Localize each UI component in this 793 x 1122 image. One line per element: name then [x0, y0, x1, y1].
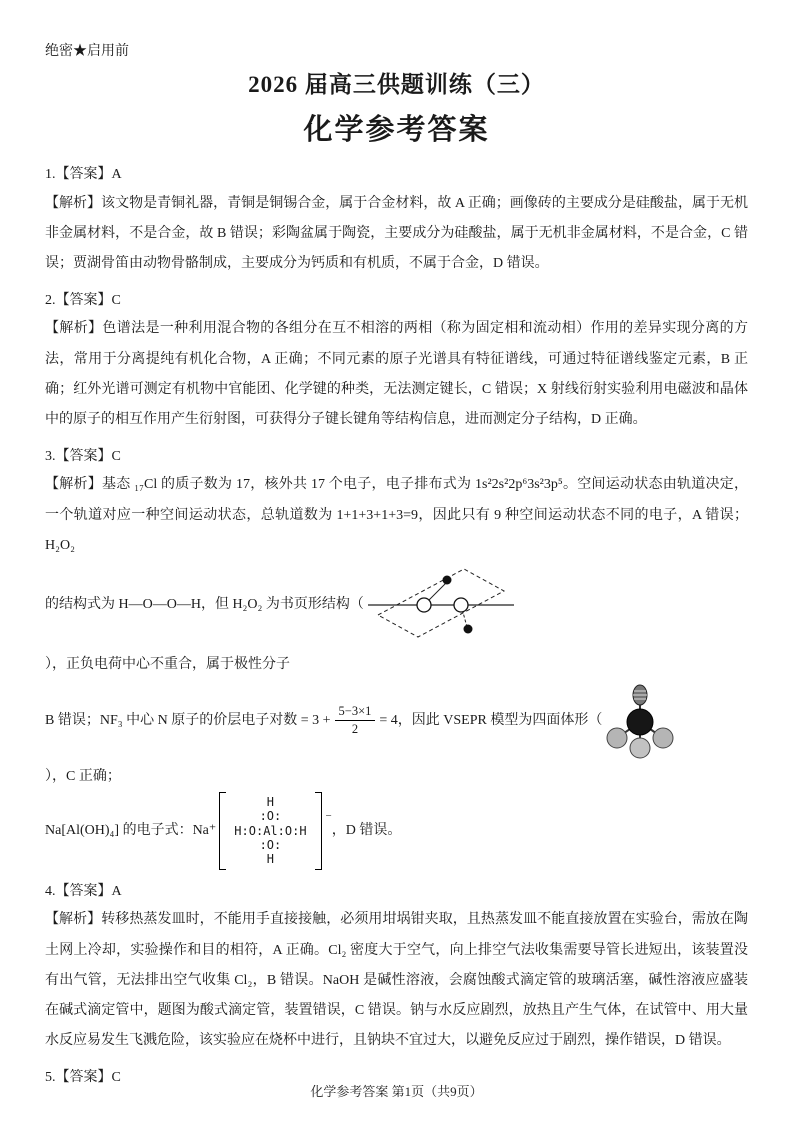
electron-pair-fraction	[335, 703, 376, 738]
lewis-row: H	[266, 794, 275, 809]
lewis-line-post: ，D 错误。	[331, 822, 402, 838]
analysis-text-2: 【解析】色谱法是一种利用混合物的各组分在互不相溶的两相（称为固定相和流动相）作用的差异实现分离的方法，常用于分离提纯有机化合物，A 正确；不同元素的原子光谱具有特征谱线，可通过特征谱线鉴定元素，B 正确；红外光谱可测定有机物中官能团、化学键的种类，无法测定键长，C 错误；X 射线衍射实验利用电磁波和晶体中的原子的相互作用产生衍射图，可获得分子键长键角等结构信息，进而测定分子结构，D 正确。	[45, 321, 748, 427]
h2o2-book-structure-diagram	[366, 563, 516, 648]
lewis-structure	[219, 792, 321, 870]
question-2	[45, 288, 748, 435]
analysis-text-4: 【解析】转移热蒸发皿时，不能用手直接接触，必须用坩埚钳夹取，且热蒸发皿不能直接放置在实验台，需放在陶土网上冷却，实验操作和目的相符，A 正确。Cl₂ 密度大于空气，向上排空气法收集需要导管长进短出，该装置没有出气管，无法排出空气收集 Cl₂，B 错误。NaOH 是碱性溶液，会腐蚀酸式滴定管的玻璃活塞，碱性溶液应盛装在碱式滴定管中，题图为酸式滴定管，装置错误，C 错误。钠与水反应剧烈，放热且产生气体，在试管中、用大量水反应易发生飞溅危险，该实验应在烧杯中进行，且钠块不宜过大，以避免反应过于剧烈，操作错误，D 错误。	[45, 912, 748, 1048]
lewis-row: :O:	[259, 809, 282, 824]
analysis-text-3-structure-line	[45, 561, 748, 680]
vsepr-tetrahedron-diagram	[604, 682, 676, 760]
answer-line-4: 4.【答案】A	[45, 883, 122, 899]
vsepr-line-post: ），C 正确；	[45, 768, 121, 784]
right-bracket	[315, 792, 322, 870]
question-4	[45, 879, 748, 1056]
lewis-row: H:O:Al:O:H	[234, 823, 307, 838]
structure-line-post: ），正负电荷中心不重合，属于极性分子	[45, 656, 290, 672]
analysis-text-3-vsepr-line	[45, 680, 748, 792]
analysis-text-1: 【解析】该文物是青铜礼器，青铜是铜锡合金，属于合金材料，故 A 正确；画像砖的主要成分是硅酸盐，属于无机非金属材料，不是合金，故 B 错误；彩陶盆属于陶瓷，主要成分为硅酸盐，属于无机非金属材料，不是合金，C 错误；贾湖骨笛由动物骨骼制成，主要成分为钙质和有机质，不属于合金，D 错误。	[45, 195, 748, 271]
answer-line-3: 3.【答案】C	[45, 448, 121, 464]
analysis-text-3-part1: 【解析】基态 ₁₇Cl 的质子数为 17，核外共 17 个电子，电子排布式为 1s²2s²2p⁶3s²3p⁵。空间运动状态由轨道决定，一个轨道对应一种空间运动状态，总轨道数为 1+1+3+1+3=9，因此只有 9 种空间运动状态不同的电子，A 错误；H₂O₂	[45, 477, 748, 553]
vsepr-line-pre: B 错误；NF₃ 中心 N 原子的价层电子对数 = 3 +	[45, 712, 331, 728]
answer-line-1: 1.【答案】A	[45, 167, 122, 182]
fraction-denominator: 2	[351, 722, 359, 737]
vsepr-line-mid: = 4，因此 VSEPR 模型为四面体形（	[379, 712, 603, 728]
lewis-row: H	[266, 852, 275, 867]
fraction-numerator: 5−3×1	[335, 703, 376, 721]
lewis-charge: −	[325, 810, 332, 823]
answer-line-2: 2.【答案】C	[45, 292, 121, 308]
lewis-rows	[226, 792, 314, 870]
page-title: 2026 届高三供题训练（三）	[248, 72, 545, 97]
page-subtitle: 化学参考答案	[303, 114, 490, 146]
structure-line-pre: 的结构式为 H—O—O—H，但 H₂O₂ 为书页形结构（	[45, 597, 364, 613]
lewis-row: :O:	[259, 838, 282, 853]
question-1	[45, 162, 748, 279]
classification-label: 绝密★启用前	[45, 44, 129, 59]
lewis-line-pre: Na[Al(OH)₄] 的电子式：Na⁺	[45, 822, 217, 838]
answer-line-5: 5.【答案】C	[45, 1069, 121, 1085]
analysis-text-3-lewis-line	[45, 792, 748, 870]
left-bracket	[219, 792, 226, 870]
page-footer: 化学参考答案 第1页（共9页）	[310, 1084, 483, 1099]
question-3	[45, 444, 748, 870]
